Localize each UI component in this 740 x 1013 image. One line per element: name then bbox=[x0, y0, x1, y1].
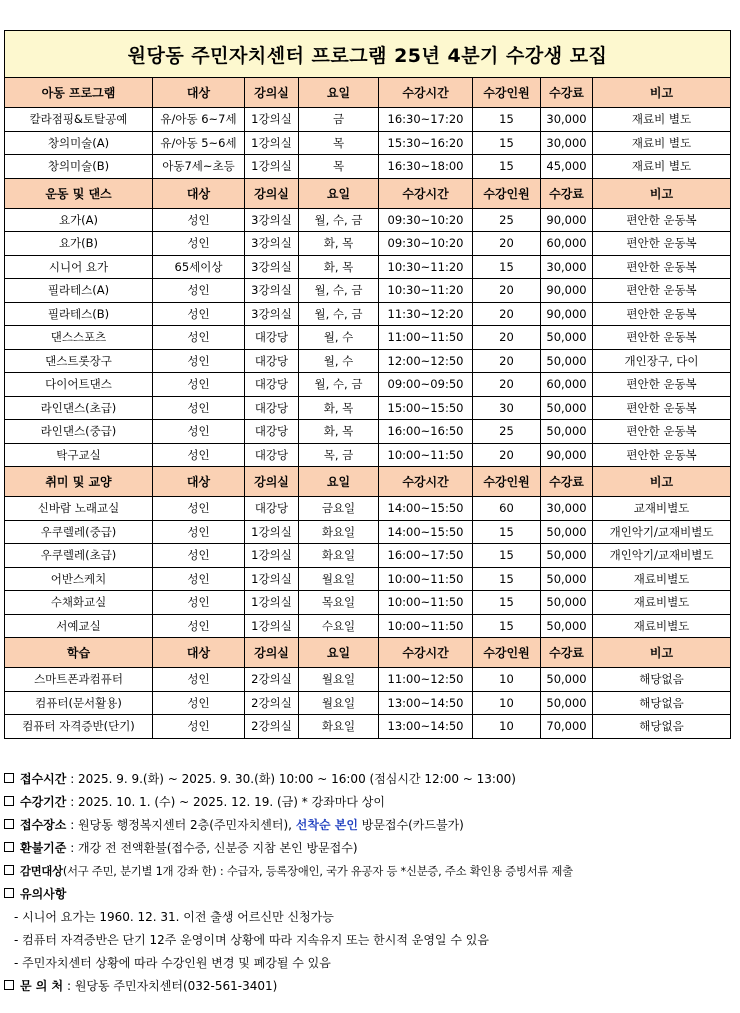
program-document bbox=[4, 30, 730, 739]
day-cell: 화, 목 bbox=[299, 420, 379, 444]
column-header: 대상 bbox=[153, 467, 245, 497]
table-row bbox=[5, 155, 731, 179]
column-header: 수강료 bbox=[541, 467, 593, 497]
target-cell: 성인 bbox=[153, 668, 245, 692]
table-row bbox=[5, 396, 731, 420]
program-name-cell: 요가(B) bbox=[5, 232, 153, 256]
fee-cell: 60,000 bbox=[541, 232, 593, 256]
note-text: : 원당동 주민자치센터(032-561-3401) bbox=[63, 979, 278, 993]
time-cell: 10:30~11:20 bbox=[379, 255, 473, 279]
time-cell: 13:00~14:50 bbox=[379, 715, 473, 739]
table-row bbox=[5, 497, 731, 521]
capacity-cell: 25 bbox=[473, 420, 541, 444]
column-header: 대상 bbox=[153, 638, 245, 668]
fee-cell: 50,000 bbox=[541, 614, 593, 638]
note-caution-item: - 시니어 요가는 1960. 12. 31. 이전 출생 어르신만 신청가능 bbox=[14, 910, 334, 924]
remark-cell: 편안한 운동복 bbox=[593, 420, 731, 444]
program-name-cell: 어반스케치 bbox=[5, 567, 153, 591]
checkbox-square-icon bbox=[4, 980, 14, 990]
day-cell: 수요일 bbox=[299, 614, 379, 638]
program-name-cell: 탁구교실 bbox=[5, 443, 153, 467]
classroom-cell: 1강의실 bbox=[245, 614, 299, 638]
column-header: 수강료 bbox=[541, 638, 593, 668]
target-cell: 성인 bbox=[153, 208, 245, 232]
capacity-cell: 15 bbox=[473, 567, 541, 591]
note-label: 접수장소 bbox=[20, 818, 67, 832]
table-row bbox=[5, 443, 731, 467]
table-row bbox=[5, 131, 731, 155]
target-cell: 성인 bbox=[153, 373, 245, 397]
note-text: (서구 주민, 분기별 1개 강좌 한) : 수급자, 등록장애인, 국가 유공자 등 *신분증, 주소 확인용 증빙서류 제출 bbox=[62, 865, 573, 878]
time-cell: 16:00~16:50 bbox=[379, 420, 473, 444]
note-label: 접수시간 bbox=[20, 772, 67, 786]
day-cell: 화요일 bbox=[299, 715, 379, 739]
time-cell: 09:30~10:20 bbox=[379, 232, 473, 256]
column-header: 요일 bbox=[299, 467, 379, 497]
checkbox-square-icon bbox=[4, 842, 14, 852]
fee-cell: 30,000 bbox=[541, 108, 593, 132]
remark-cell: 재료비 별도 bbox=[593, 131, 731, 155]
remark-cell: 개인악기/교재비별도 bbox=[593, 544, 731, 568]
table-row bbox=[5, 715, 731, 739]
remark-cell: 재료비별도 bbox=[593, 591, 731, 615]
target-cell: 유/아동 5~6세 bbox=[153, 131, 245, 155]
note-label: 감면대상 bbox=[20, 865, 63, 878]
day-cell: 월, 수 bbox=[299, 349, 379, 373]
column-header: 수강료 bbox=[541, 178, 593, 208]
note-refund bbox=[4, 837, 734, 860]
column-header: 강의실 bbox=[245, 178, 299, 208]
day-cell: 월, 수, 금 bbox=[299, 208, 379, 232]
checkbox-square-icon bbox=[4, 773, 14, 783]
capacity-cell: 20 bbox=[473, 373, 541, 397]
note-text: : 2025. 9. 9.(화) ~ 2025. 9. 30.(화) 10:00 ~ 16:00 (점심시간 12:00 ~ 13:00) bbox=[66, 772, 516, 786]
table-row bbox=[5, 614, 731, 638]
table-row bbox=[5, 208, 731, 232]
column-header: 비고 bbox=[593, 178, 731, 208]
remark-cell: 해당없음 bbox=[593, 691, 731, 715]
remark-cell: 편안한 운동복 bbox=[593, 302, 731, 326]
day-cell: 화요일 bbox=[299, 544, 379, 568]
day-cell: 금 bbox=[299, 108, 379, 132]
time-cell: 09:30~10:20 bbox=[379, 208, 473, 232]
note-course-period bbox=[4, 791, 734, 814]
classroom-cell: 2강의실 bbox=[245, 668, 299, 692]
remark-cell: 편안한 운동복 bbox=[593, 443, 731, 467]
program-name-cell: 창의미술(A) bbox=[5, 131, 153, 155]
note-caution-item: - 컴퓨터 자격증반은 단기 12주 운영이며 상황에 따라 지속유지 또는 한시적 운영일 수 있음 bbox=[14, 933, 489, 947]
target-cell: 성인 bbox=[153, 396, 245, 420]
fee-cell: 90,000 bbox=[541, 279, 593, 303]
section-header-row bbox=[5, 467, 731, 497]
note-highlight: 선착순 본인 bbox=[295, 818, 358, 832]
target-cell: 성인 bbox=[153, 302, 245, 326]
column-header: 수강시간 bbox=[379, 78, 473, 108]
fee-cell: 50,000 bbox=[541, 544, 593, 568]
table-row bbox=[5, 279, 731, 303]
note-reception-place bbox=[4, 814, 734, 837]
program-name-cell: 필라테스(A) bbox=[5, 279, 153, 303]
remark-cell: 편안한 운동복 bbox=[593, 326, 731, 350]
table-row bbox=[5, 326, 731, 350]
classroom-cell: 2강의실 bbox=[245, 715, 299, 739]
capacity-cell: 10 bbox=[473, 668, 541, 692]
time-cell: 13:00~14:50 bbox=[379, 691, 473, 715]
program-name-cell: 컴퓨터(문서활용) bbox=[5, 691, 153, 715]
section-title: 운동 및 댄스 bbox=[5, 178, 153, 208]
day-cell: 월요일 bbox=[299, 691, 379, 715]
fee-cell: 30,000 bbox=[541, 255, 593, 279]
fee-cell: 50,000 bbox=[541, 691, 593, 715]
note-text: : 2025. 10. 1. (수) ~ 2025. 12. 19. (금) * 강좌마다 상이 bbox=[66, 795, 385, 809]
notice-section bbox=[4, 768, 734, 998]
remark-cell: 해당없음 bbox=[593, 715, 731, 739]
time-cell: 12:00~12:50 bbox=[379, 349, 473, 373]
program-name-cell: 칼라점핑&토탈공예 bbox=[5, 108, 153, 132]
capacity-cell: 10 bbox=[473, 715, 541, 739]
classroom-cell: 1강의실 bbox=[245, 131, 299, 155]
time-cell: 16:00~17:50 bbox=[379, 544, 473, 568]
fee-cell: 70,000 bbox=[541, 715, 593, 739]
program-name-cell: 필라테스(B) bbox=[5, 302, 153, 326]
fee-cell: 50,000 bbox=[541, 591, 593, 615]
table-row bbox=[5, 420, 731, 444]
note-label: 수강기간 bbox=[20, 795, 67, 809]
column-header: 비고 bbox=[593, 638, 731, 668]
column-header: 수강시간 bbox=[379, 638, 473, 668]
fee-cell: 90,000 bbox=[541, 443, 593, 467]
classroom-cell: 3강의실 bbox=[245, 232, 299, 256]
column-header: 수강시간 bbox=[379, 467, 473, 497]
fee-cell: 30,000 bbox=[541, 497, 593, 521]
target-cell: 유/아동 6~7세 bbox=[153, 108, 245, 132]
fee-cell: 50,000 bbox=[541, 396, 593, 420]
target-cell: 성인 bbox=[153, 349, 245, 373]
capacity-cell: 60 bbox=[473, 497, 541, 521]
column-header: 수강료 bbox=[541, 78, 593, 108]
classroom-cell: 3강의실 bbox=[245, 279, 299, 303]
time-cell: 15:00~15:50 bbox=[379, 396, 473, 420]
capacity-cell: 15 bbox=[473, 155, 541, 179]
table-row bbox=[5, 567, 731, 591]
column-header: 강의실 bbox=[245, 78, 299, 108]
program-name-cell: 시니어 요가 bbox=[5, 255, 153, 279]
classroom-cell: 1강의실 bbox=[245, 544, 299, 568]
time-cell: 10:00~11:50 bbox=[379, 591, 473, 615]
table-row bbox=[5, 349, 731, 373]
column-header: 강의실 bbox=[245, 467, 299, 497]
column-header: 대상 bbox=[153, 78, 245, 108]
day-cell: 월, 수, 금 bbox=[299, 373, 379, 397]
day-cell: 화, 목 bbox=[299, 396, 379, 420]
target-cell: 성인 bbox=[153, 232, 245, 256]
remark-cell: 편안한 운동복 bbox=[593, 255, 731, 279]
target-cell: 성인 bbox=[153, 326, 245, 350]
program-name-cell: 신바람 노래교실 bbox=[5, 497, 153, 521]
fee-cell: 45,000 bbox=[541, 155, 593, 179]
program-name-cell: 라인댄스(중급) bbox=[5, 420, 153, 444]
remark-cell: 해당없음 bbox=[593, 668, 731, 692]
program-name-cell: 댄스스포츠 bbox=[5, 326, 153, 350]
capacity-cell: 15 bbox=[473, 108, 541, 132]
capacity-cell: 15 bbox=[473, 591, 541, 615]
column-header: 강의실 bbox=[245, 638, 299, 668]
capacity-cell: 20 bbox=[473, 279, 541, 303]
checkbox-square-icon bbox=[4, 888, 14, 898]
section-header-row bbox=[5, 178, 731, 208]
fee-cell: 50,000 bbox=[541, 520, 593, 544]
column-header: 대상 bbox=[153, 178, 245, 208]
remark-cell: 개인악기/교재비별도 bbox=[593, 520, 731, 544]
table-row bbox=[5, 668, 731, 692]
time-cell: 09:00~09:50 bbox=[379, 373, 473, 397]
classroom-cell: 3강의실 bbox=[245, 208, 299, 232]
section-title: 아동 프로그램 bbox=[5, 78, 153, 108]
remark-cell: 편안한 운동복 bbox=[593, 279, 731, 303]
table-row bbox=[5, 591, 731, 615]
time-cell: 10:30~11:20 bbox=[379, 279, 473, 303]
time-cell: 10:00~11:50 bbox=[379, 567, 473, 591]
classroom-cell: 1강의실 bbox=[245, 108, 299, 132]
note-caution-item: - 주민자치센터 상황에 따라 수강인원 변경 및 폐강될 수 있음 bbox=[14, 956, 331, 970]
remark-cell: 편안한 운동복 bbox=[593, 208, 731, 232]
day-cell: 화, 목 bbox=[299, 232, 379, 256]
program-name-cell: 수채화교실 bbox=[5, 591, 153, 615]
remark-cell: 재료비 별도 bbox=[593, 155, 731, 179]
time-cell: 10:00~11:50 bbox=[379, 443, 473, 467]
day-cell: 월, 수, 금 bbox=[299, 302, 379, 326]
classroom-cell: 2강의실 bbox=[245, 691, 299, 715]
capacity-cell: 20 bbox=[473, 326, 541, 350]
section-title: 취미 및 교양 bbox=[5, 467, 153, 497]
day-cell: 월, 수, 금 bbox=[299, 279, 379, 303]
day-cell: 목, 금 bbox=[299, 443, 379, 467]
note-text: : 개강 전 전액환불(접수증, 신분증 지참 본인 방문접수) bbox=[66, 841, 358, 855]
classroom-cell: 1강의실 bbox=[245, 155, 299, 179]
time-cell: 16:30~17:20 bbox=[379, 108, 473, 132]
remark-cell: 편안한 운동복 bbox=[593, 373, 731, 397]
column-header: 요일 bbox=[299, 638, 379, 668]
target-cell: 성인 bbox=[153, 691, 245, 715]
column-header: 요일 bbox=[299, 178, 379, 208]
column-header: 비고 bbox=[593, 467, 731, 497]
classroom-cell: 1강의실 bbox=[245, 567, 299, 591]
section-title: 학습 bbox=[5, 638, 153, 668]
fee-cell: 90,000 bbox=[541, 302, 593, 326]
time-cell: 11:30~12:20 bbox=[379, 302, 473, 326]
section-header-row bbox=[5, 638, 731, 668]
time-cell: 10:00~11:50 bbox=[379, 614, 473, 638]
remark-cell: 개인장구, 다이 bbox=[593, 349, 731, 373]
classroom-cell: 1강의실 bbox=[245, 520, 299, 544]
classroom-cell: 대강당 bbox=[245, 420, 299, 444]
day-cell: 목요일 bbox=[299, 591, 379, 615]
fee-cell: 50,000 bbox=[541, 668, 593, 692]
target-cell: 성인 bbox=[153, 497, 245, 521]
day-cell: 월요일 bbox=[299, 567, 379, 591]
target-cell: 아동7세~초등 bbox=[153, 155, 245, 179]
column-header: 수강인원 bbox=[473, 467, 541, 497]
table-row bbox=[5, 232, 731, 256]
classroom-cell: 대강당 bbox=[245, 349, 299, 373]
fee-cell: 90,000 bbox=[541, 208, 593, 232]
program-name-cell: 우쿠렐레(초급) bbox=[5, 544, 153, 568]
day-cell: 화요일 bbox=[299, 520, 379, 544]
fee-cell: 60,000 bbox=[541, 373, 593, 397]
capacity-cell: 15 bbox=[473, 255, 541, 279]
remark-cell: 재료비별도 bbox=[593, 567, 731, 591]
target-cell: 성인 bbox=[153, 715, 245, 739]
note-label: 환불기준 bbox=[20, 841, 67, 855]
table-row bbox=[5, 691, 731, 715]
program-name-cell: 컴퓨터 자격증반(단기) bbox=[5, 715, 153, 739]
target-cell: 성인 bbox=[153, 591, 245, 615]
column-header: 수강인원 bbox=[473, 78, 541, 108]
program-name-cell: 댄스트롯장구 bbox=[5, 349, 153, 373]
table-row bbox=[5, 373, 731, 397]
table-row bbox=[5, 108, 731, 132]
checkbox-square-icon bbox=[4, 819, 14, 829]
target-cell: 성인 bbox=[153, 443, 245, 467]
program-name-cell: 서예교실 bbox=[5, 614, 153, 638]
title-row bbox=[5, 31, 731, 78]
classroom-cell: 3강의실 bbox=[245, 302, 299, 326]
capacity-cell: 15 bbox=[473, 614, 541, 638]
capacity-cell: 15 bbox=[473, 520, 541, 544]
capacity-cell: 25 bbox=[473, 208, 541, 232]
day-cell: 월요일 bbox=[299, 668, 379, 692]
note-label: 유의사항 bbox=[20, 887, 67, 901]
classroom-cell: 대강당 bbox=[245, 396, 299, 420]
target-cell: 성인 bbox=[153, 420, 245, 444]
target-cell: 성인 bbox=[153, 614, 245, 638]
day-cell: 목 bbox=[299, 155, 379, 179]
classroom-cell: 대강당 bbox=[245, 326, 299, 350]
column-header: 요일 bbox=[299, 78, 379, 108]
table-row bbox=[5, 255, 731, 279]
capacity-cell: 20 bbox=[473, 349, 541, 373]
capacity-cell: 15 bbox=[473, 131, 541, 155]
day-cell: 금요일 bbox=[299, 497, 379, 521]
classroom-cell: 3강의실 bbox=[245, 255, 299, 279]
remark-cell: 편안한 운동복 bbox=[593, 232, 731, 256]
capacity-cell: 15 bbox=[473, 544, 541, 568]
remark-cell: 교재비별도 bbox=[593, 497, 731, 521]
capacity-cell: 30 bbox=[473, 396, 541, 420]
target-cell: 성인 bbox=[153, 279, 245, 303]
target-cell: 성인 bbox=[153, 567, 245, 591]
column-header: 수강인원 bbox=[473, 638, 541, 668]
note-reception-time bbox=[4, 768, 734, 791]
remark-cell: 편안한 운동복 bbox=[593, 396, 731, 420]
note-label: 문 의 처 bbox=[20, 979, 64, 993]
program-name-cell: 요가(A) bbox=[5, 208, 153, 232]
program-name-cell: 우쿠렐레(중급) bbox=[5, 520, 153, 544]
program-name-cell: 스마트폰과컴퓨터 bbox=[5, 668, 153, 692]
fee-cell: 50,000 bbox=[541, 567, 593, 591]
checkbox-square-icon bbox=[4, 865, 14, 875]
fee-cell: 50,000 bbox=[541, 420, 593, 444]
remark-cell: 재료비별도 bbox=[593, 614, 731, 638]
capacity-cell: 20 bbox=[473, 232, 541, 256]
classroom-cell: 대강당 bbox=[245, 443, 299, 467]
table-row bbox=[5, 544, 731, 568]
column-header: 비고 bbox=[593, 78, 731, 108]
target-cell: 성인 bbox=[153, 544, 245, 568]
day-cell: 월, 수 bbox=[299, 326, 379, 350]
program-name-cell: 라인댄스(초급) bbox=[5, 396, 153, 420]
classroom-cell: 1강의실 bbox=[245, 591, 299, 615]
time-cell: 16:30~18:00 bbox=[379, 155, 473, 179]
remark-cell: 재료비 별도 bbox=[593, 108, 731, 132]
section-header-row bbox=[5, 78, 731, 108]
target-cell: 성인 bbox=[153, 520, 245, 544]
program-table-body bbox=[5, 31, 731, 739]
program-name-cell: 창의미술(B) bbox=[5, 155, 153, 179]
time-cell: 11:00~11:50 bbox=[379, 326, 473, 350]
capacity-cell: 20 bbox=[473, 443, 541, 467]
column-header: 수강인원 bbox=[473, 178, 541, 208]
target-cell: 65세이상 bbox=[153, 255, 245, 279]
page-title: 원당동 주민자치센터 프로그램 25년 4분기 수강생 모집 bbox=[5, 31, 731, 78]
capacity-cell: 20 bbox=[473, 302, 541, 326]
fee-cell: 30,000 bbox=[541, 131, 593, 155]
checkbox-square-icon bbox=[4, 796, 14, 806]
classroom-cell: 대강당 bbox=[245, 497, 299, 521]
note-text: : 원당동 행정복지센터 2층(주민자치센터), bbox=[66, 818, 296, 832]
note-text: 방문접수(카드불가) bbox=[357, 818, 464, 832]
time-cell: 11:00~12:50 bbox=[379, 668, 473, 692]
program-table bbox=[4, 30, 731, 739]
classroom-cell: 대강당 bbox=[245, 373, 299, 397]
time-cell: 15:30~16:20 bbox=[379, 131, 473, 155]
fee-cell: 50,000 bbox=[541, 326, 593, 350]
note-caution bbox=[4, 883, 734, 906]
table-row bbox=[5, 520, 731, 544]
note-discount bbox=[4, 860, 734, 883]
note-inquiry bbox=[4, 975, 734, 998]
day-cell: 목 bbox=[299, 131, 379, 155]
capacity-cell: 10 bbox=[473, 691, 541, 715]
fee-cell: 50,000 bbox=[541, 349, 593, 373]
time-cell: 14:00~15:50 bbox=[379, 497, 473, 521]
program-name-cell: 다이어트댄스 bbox=[5, 373, 153, 397]
table-row bbox=[5, 302, 731, 326]
day-cell: 화, 목 bbox=[299, 255, 379, 279]
column-header: 수강시간 bbox=[379, 178, 473, 208]
time-cell: 14:00~15:50 bbox=[379, 520, 473, 544]
